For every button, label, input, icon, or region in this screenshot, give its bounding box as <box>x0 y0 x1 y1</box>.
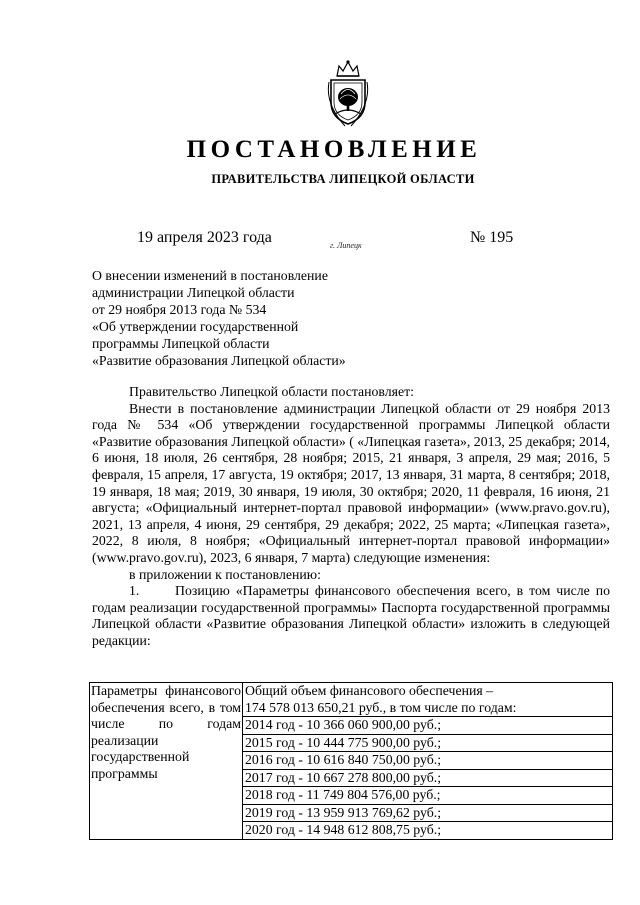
document-body <box>92 384 610 650</box>
body-paragraph: Внести в постановление администрации Липецкой области от 29 ноября 2013 года № 534 «Об утверждении государственной программы Липецкой области «Развитие образования Липецкой области» ( «Липецкая газета», 2013, 25 декабря; 2014, 6 июня, 18 июля, 26 сентября, 28 ноября; 2015, 21 января, 3 апреля, 29 мая; 2016, 5 февраля, 15 апреля, 17 августа, 19 октября; 2017, 13 января, 31 марта, 8 сентября; 2018, 19 января, 18 мая; 2019, 30 января, 19 июля, 30 октября; 2020, 11 февраля, 16 июня, 21 августа; «Официальный интернет-портал правовой информации» (www.pravo.gov.ru), 2021, 13 апреля, 4 июня, 29 сентября, 29 декабря; 2022, 25 марта; «Липецкая газета», 2022, 8 июля, 8 ноября; «Официальный интернет-портал правовой информации» (www.pravo.gov.ru), 2023, 6 января, 7 марта) следующие изменения: <box>92 400 610 565</box>
table-cell-parameter: Параметры финансового обеспечения всего, в том числе по годам реализации государственной программы <box>90 683 243 840</box>
document-heading <box>92 267 412 369</box>
year-line: 2015 год - 10 444 775 900,00 руб.; <box>243 735 612 753</box>
year-line: 2016 год - 10 616 840 750,00 руб.; <box>243 752 612 770</box>
table-cell-values <box>243 683 613 840</box>
year-line: 2019 год - 13 959 913 769,62 руб.; <box>243 805 612 823</box>
financing-total-line: Общий объем финансового обеспечения – <box>245 683 494 698</box>
heading-line: «Развитие образования Липецкой области» <box>92 353 346 368</box>
body-paragraph: 1. Позицию «Параметры финансового обеспечения всего, в том числе по годам реализации государственной программы» Паспорта государственной программы Липецкой области «Развитие образования Липецкой области» изложить в следующей редакции: <box>92 583 610 648</box>
lipetsk-coat-of-arms-icon <box>325 58 371 128</box>
heading-line: программы Липецкой области <box>92 336 270 351</box>
heading-line: от 29 ноября 2013 года № 534 <box>92 302 267 317</box>
document-number: № 195 <box>470 229 514 246</box>
table-row <box>90 683 613 840</box>
year-line: 2017 год - 10 667 278 800,00 руб.; <box>243 770 612 788</box>
financing-total-line: 174 578 013 650,21 руб., в том числе по годам: <box>243 700 612 718</box>
financing-table <box>89 682 613 840</box>
year-line: 2018 год - 11 749 804 576,00 руб.; <box>243 787 612 805</box>
year-line: 2014 год - 10 366 060 900,00 руб.; <box>243 717 612 735</box>
year-line: 2020 год - 14 948 612 808,75 руб.; <box>245 822 442 837</box>
document-city: г. Липецк <box>330 241 362 250</box>
document-title: ПОСТАНОВЛЕНИЕ <box>186 136 482 163</box>
heading-line: администрации Липецкой области <box>92 285 295 300</box>
heading-line: О внесении изменений в постановление <box>92 268 328 283</box>
document-subtitle: ПРАВИТЕЛЬСТВА ЛИПЕЦКОЙ ОБЛАСТИ <box>211 172 475 186</box>
heading-line: «Об утверждении государственной <box>92 319 299 334</box>
body-paragraph: в приложении к постановлению: <box>129 566 321 582</box>
body-paragraph: Правительство Липецкой области постановляет: <box>129 384 414 399</box>
document-date: 19 апреля 2023 года <box>137 229 272 246</box>
